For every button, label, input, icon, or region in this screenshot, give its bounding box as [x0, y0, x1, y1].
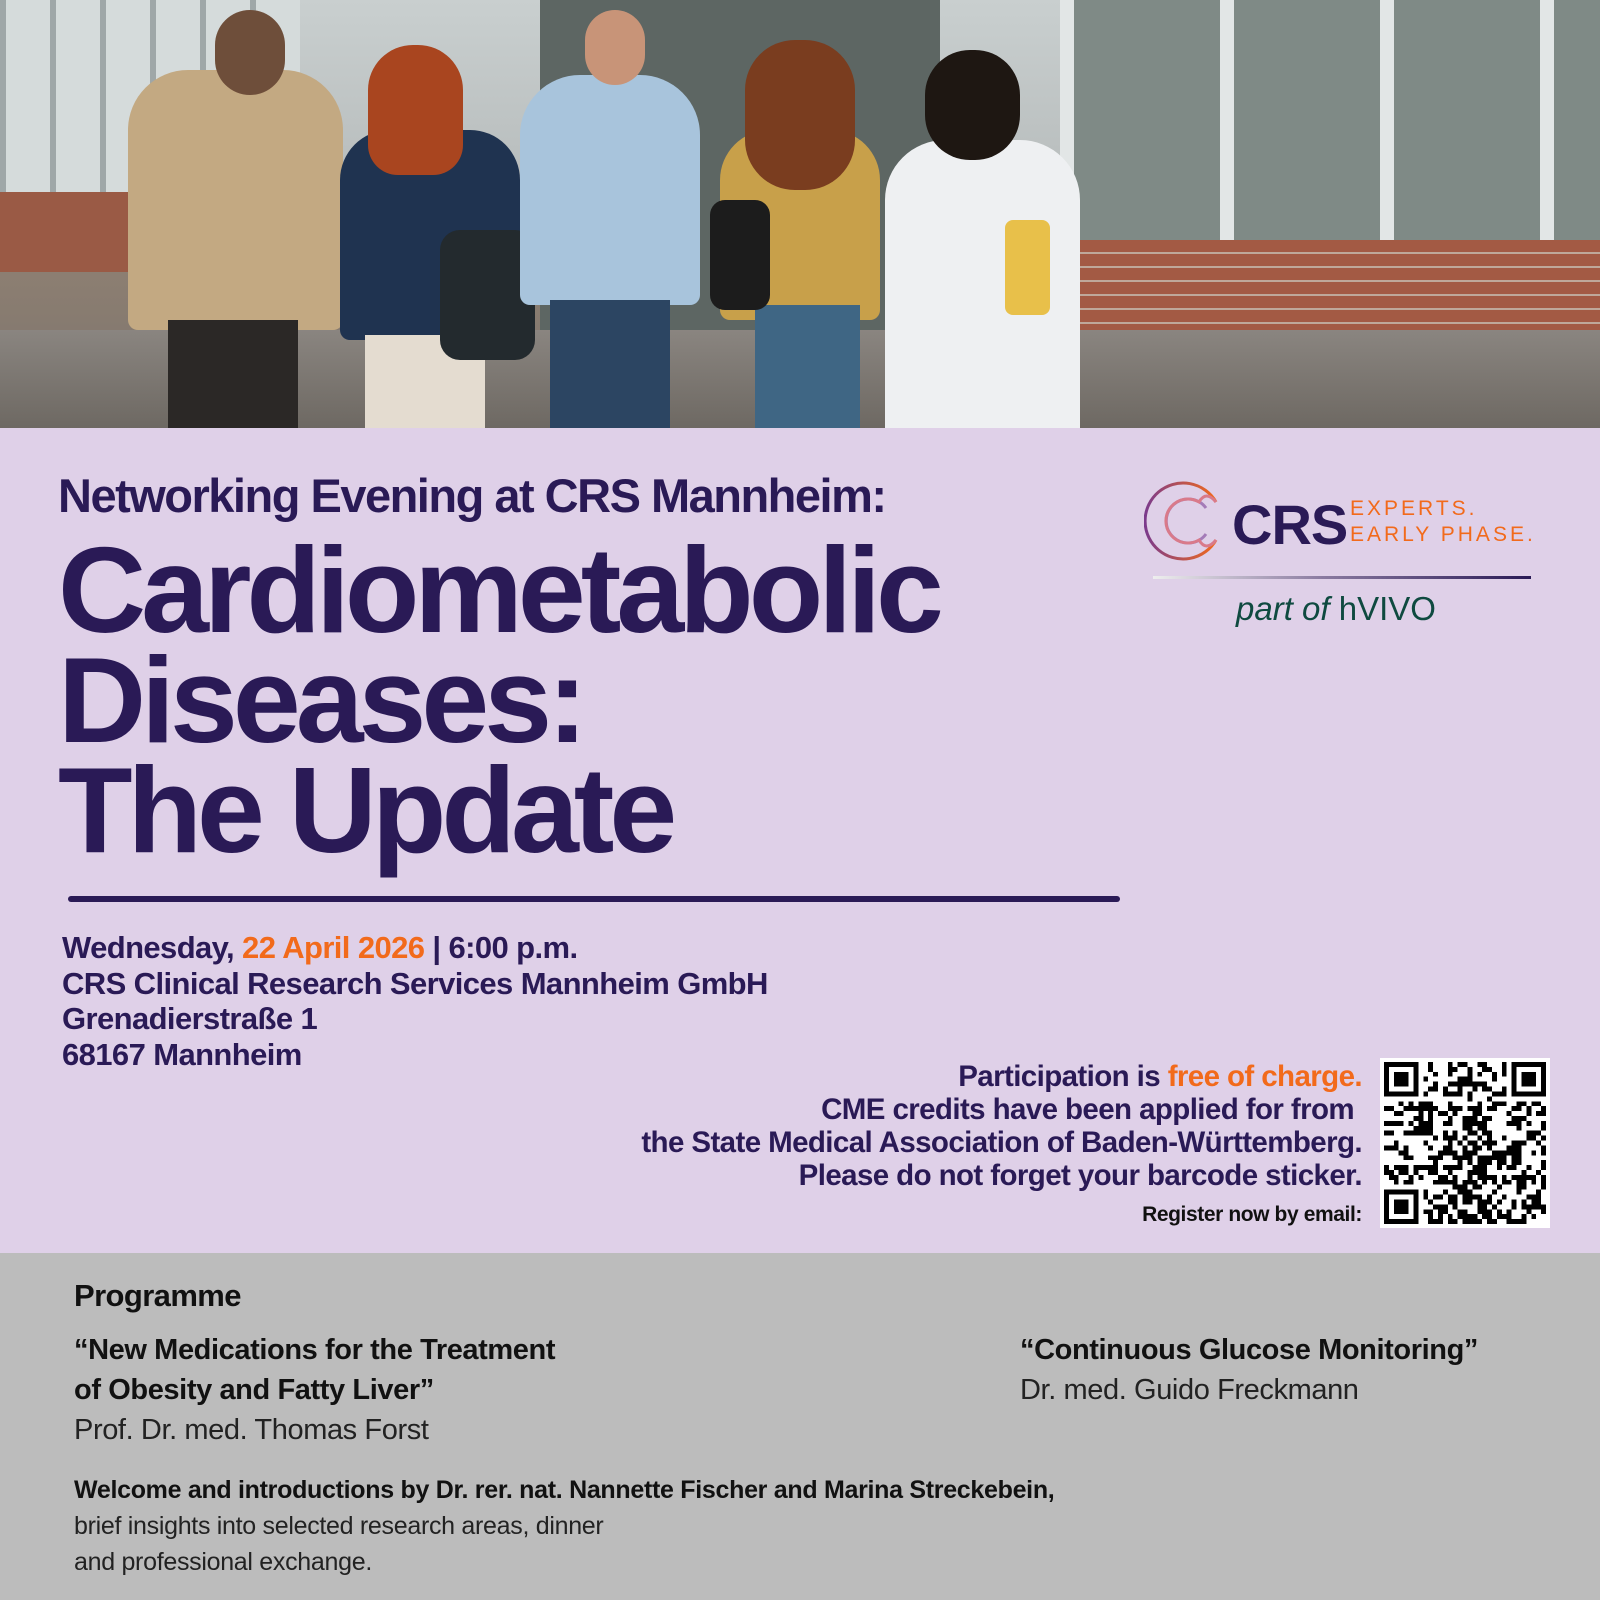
talk-1	[74, 1330, 555, 1450]
title-line: Diseases:	[58, 632, 583, 768]
free-of-charge: free of charge.	[1167, 1060, 1362, 1093]
event-time: | 6:00 p.m.	[432, 930, 578, 965]
event-details	[62, 930, 768, 1072]
register-label: Register now by email:	[1142, 1203, 1362, 1226]
registration-qr-code[interactable]	[1380, 1058, 1550, 1228]
welcome-line: and professional exchange.	[74, 1548, 372, 1576]
barcode-note: Please do not forget your barcode sticker.	[798, 1159, 1362, 1192]
event-subtitle: Networking Evening at CRS Mannheim:	[58, 469, 886, 522]
welcome-line: Welcome and introductions by Dr. rer. nat. Nannette Fischer and Marina Streckebein,	[74, 1476, 1055, 1504]
city: 68167 Mannheim	[62, 1036, 302, 1072]
welcome-line: brief insights into selected research areas, dinner	[74, 1512, 604, 1540]
tagline-line: EARLY PHASE.	[1350, 523, 1536, 546]
crs-logo-icon	[1144, 480, 1226, 562]
participation-text: Participation is	[958, 1060, 1161, 1093]
talk-title: “Continuous Glucose Monitoring”	[1020, 1334, 1479, 1366]
cme-line: CME credits have been applied for from	[821, 1093, 1354, 1126]
talk-title: of Obesity and Fatty Liver”	[74, 1374, 434, 1406]
part-of-text: part of	[1236, 590, 1330, 627]
weekday: Wednesday,	[62, 930, 235, 965]
hvivo-text: hVIVO	[1338, 590, 1436, 627]
title-line: The Update	[58, 742, 673, 878]
event-title	[58, 522, 939, 878]
person-3	[520, 75, 700, 305]
logo-divider	[1153, 576, 1531, 579]
street: Grenadierstraße 1	[62, 1001, 318, 1036]
parent-company	[1236, 590, 1436, 628]
talk-speaker: Prof. Dr. med. Thomas Forst	[74, 1414, 429, 1446]
talk-2	[1020, 1330, 1478, 1410]
welcome-note	[74, 1472, 1054, 1580]
title-line: Cardiometabolic	[58, 522, 939, 658]
cme-line: the State Medical Association of Baden-Württemberg.	[641, 1126, 1362, 1159]
event-date: 22 April 2026	[242, 930, 425, 965]
logo-brand: CRS	[1232, 493, 1348, 556]
venue: CRS Clinical Research Services Mannheim GmbH	[62, 965, 768, 1001]
person-5	[885, 140, 1080, 428]
tagline-line: EXPERTS.	[1350, 497, 1478, 520]
person-1	[128, 70, 343, 330]
header-photo	[0, 0, 1600, 428]
divider	[68, 896, 1120, 902]
talk-title: “New Medications for the Treatment	[74, 1334, 556, 1366]
talk-speaker: Dr. med. Guido Freckmann	[1020, 1374, 1359, 1406]
logo-tagline	[1350, 496, 1536, 548]
date-line	[62, 930, 768, 966]
participation-line	[641, 1060, 1362, 1093]
programme-heading: Programme	[74, 1278, 241, 1313]
windows-right	[1060, 0, 1600, 240]
participation-info	[641, 1060, 1362, 1192]
